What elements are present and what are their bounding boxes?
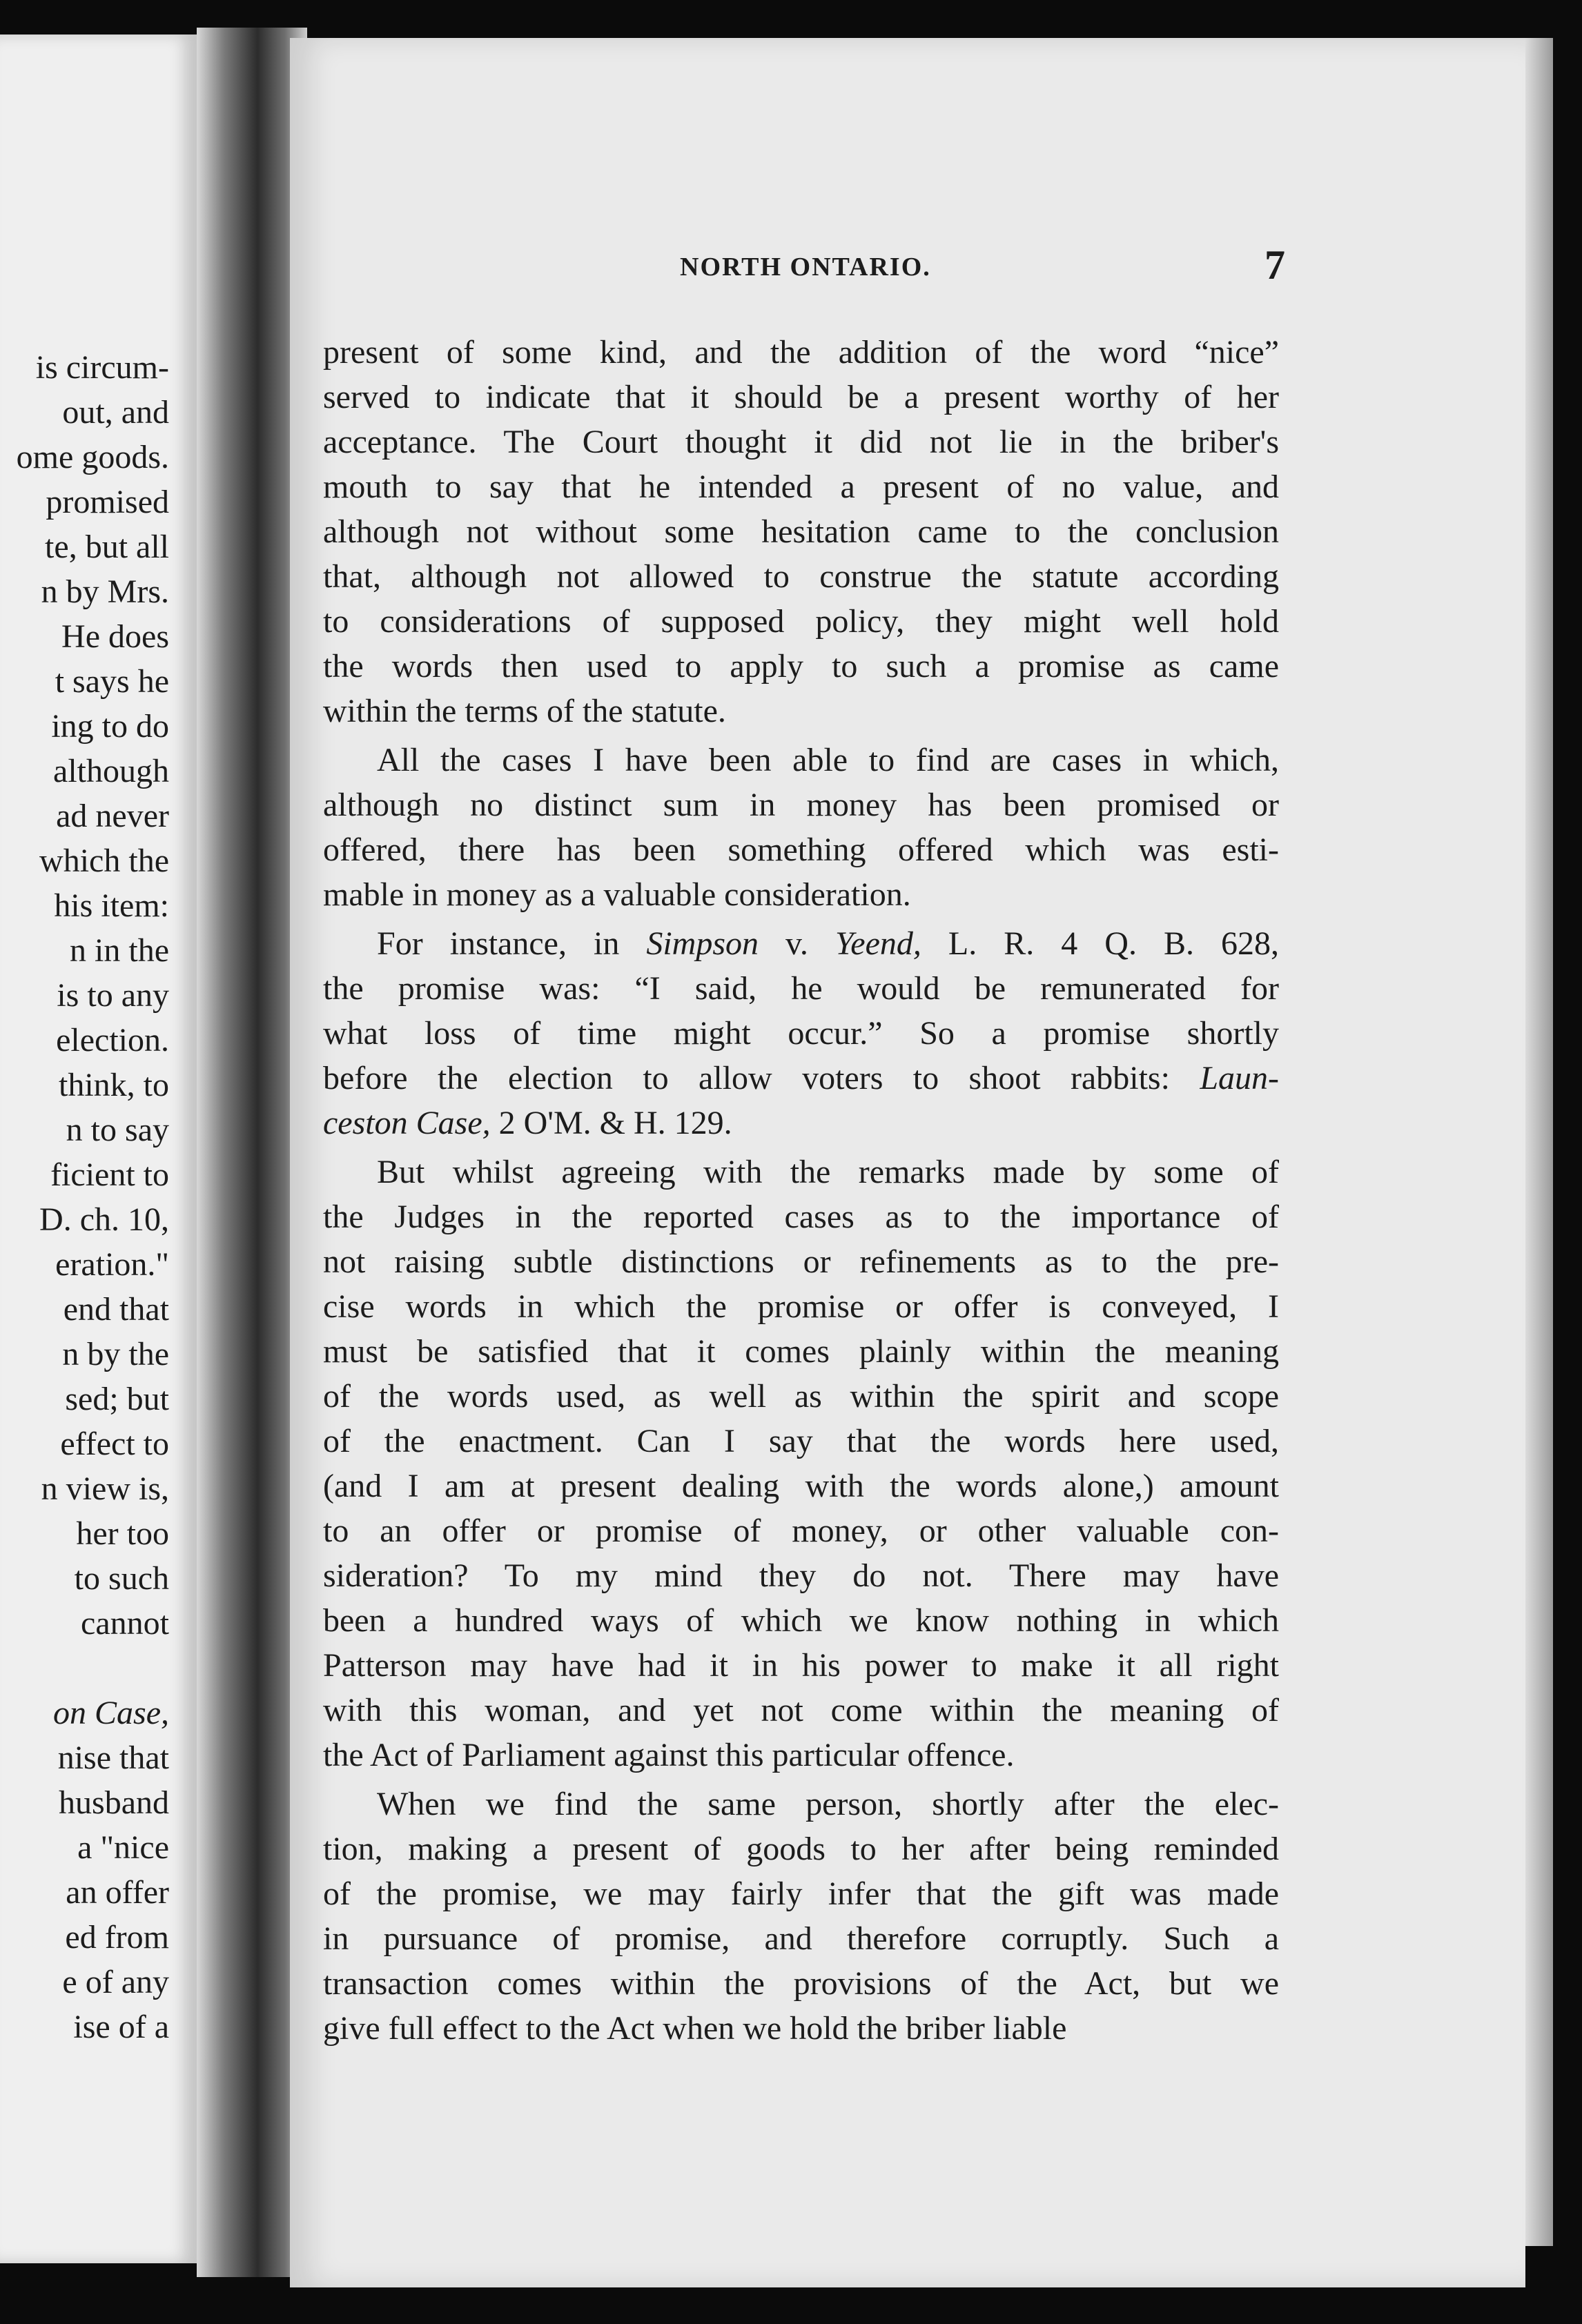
previous-page-line xyxy=(17,1646,169,1691)
text-line: give full effect to the Act when we hold the briber liable xyxy=(323,2010,1067,2047)
paragraph xyxy=(323,330,1279,733)
previous-page-line: ise of a xyxy=(73,2009,169,2045)
text-line: mouth to say that he intended a present of no value, and xyxy=(323,469,1279,505)
text-line: For instance, in Simpson v. Yeend, L. R. 4 Q. B. 628, xyxy=(377,925,1280,962)
previous-page-line: a "nice xyxy=(77,1829,169,1866)
previous-page-line: t says he xyxy=(55,663,169,700)
text-line: sideration? To my mind they do not. There may have xyxy=(323,1557,1279,1594)
paragraph xyxy=(323,1782,1279,2051)
previous-page-line: n by the xyxy=(62,1336,169,1372)
previous-page-line: ficient to xyxy=(50,1156,169,1193)
previous-page-line: is circum- xyxy=(35,349,169,386)
previous-page-line: n by Mrs. xyxy=(41,573,169,610)
previous-page-line: although xyxy=(53,753,169,789)
text-line: with this woman, and yet not come within the meaning of xyxy=(323,1692,1279,1729)
text-line: been a hundred ways of which we know nothing in which xyxy=(323,1602,1279,1639)
text-line: although no distinct sum in money has been promised or xyxy=(323,787,1279,823)
text-line: of the words used, as well as within the spirit and scope xyxy=(323,1378,1279,1415)
previous-page-line: end that xyxy=(63,1291,169,1328)
text-line: ceston Case, 2 O'M. & H. 129. xyxy=(323,1105,732,1141)
text-line: present of some kind, and the addition of the word “nice” xyxy=(323,334,1279,371)
previous-page-line: an offer xyxy=(66,1874,169,1911)
previous-page-line: ing to do xyxy=(51,708,169,745)
previous-page-line: ome goods. xyxy=(16,439,169,475)
text-line: before the election to allow voters to shoot rabbits: Laun- xyxy=(323,1060,1279,1096)
body-text xyxy=(323,330,1279,2055)
text-line: must be satisfied that it comes plainly within the meaning xyxy=(323,1333,1279,1370)
previous-page xyxy=(0,35,197,2263)
text-line: mable in money as a valuable consideration. xyxy=(323,876,911,913)
text-line: to an offer or promise of money, or other valuable con- xyxy=(323,1513,1279,1549)
text-line: to considerations of supposed policy, they might well hold xyxy=(323,603,1279,640)
previous-page-line: n in the xyxy=(70,932,169,969)
previous-page-line: sed; but xyxy=(65,1381,169,1417)
text-line: the words then used to apply to such a promise as came xyxy=(323,648,1279,685)
text-line: the promise was: “I said, he would be remunerated for xyxy=(323,970,1279,1007)
previous-page-line: ad never xyxy=(56,798,169,834)
paragraph xyxy=(323,921,1279,1145)
paragraph xyxy=(323,738,1279,917)
running-head: NORTH ONTARIO. xyxy=(680,253,931,282)
paragraph xyxy=(323,1150,1279,1778)
page-edge xyxy=(1525,38,1553,2246)
previous-page-line: D. ch. 10, xyxy=(39,1201,169,1238)
previous-page-line: to such xyxy=(74,1560,169,1597)
previous-page-line: on Case, xyxy=(53,1695,169,1731)
previous-page-line: election. xyxy=(56,1022,169,1058)
previous-page-line: think, to xyxy=(58,1067,169,1103)
text-line: served to indicate that it should be a present worthy of her xyxy=(323,379,1279,415)
previous-page-line: ed from xyxy=(65,1919,169,1956)
previous-page-line: her too xyxy=(76,1515,169,1552)
previous-page-line: n to say xyxy=(66,1112,169,1148)
text-line: When we find the same person, shortly after the elec- xyxy=(377,1786,1279,1822)
previous-page-line: effect to xyxy=(60,1426,169,1462)
previous-page-line: out, and xyxy=(62,394,169,431)
text-line: although not without some hesitation came to the conclusion xyxy=(323,513,1279,550)
text-line: But whilst agreeing with the remarks made by some of xyxy=(377,1154,1279,1190)
previous-page-line: husband xyxy=(59,1784,169,1821)
previous-page-line: his item: xyxy=(54,887,169,924)
text-line: All the cases I have been able to find are cases in which, xyxy=(377,742,1279,778)
text-line: in pursuance of promise, and therefore corruptly. Such a xyxy=(323,1920,1279,1957)
text-line: of the promise, we may fairly infer that the gift was made xyxy=(323,1875,1279,1912)
previous-page-line: n view is, xyxy=(41,1470,169,1507)
text-line: (and I am at present dealing with the words alone,) amount xyxy=(323,1468,1279,1504)
text-line: that, although not allowed to construe the statute according xyxy=(323,558,1279,595)
previous-page-line: He does xyxy=(61,618,169,655)
text-line: what loss of time might occur.” So a promise shortly xyxy=(323,1015,1279,1052)
text-line: transaction comes within the provisions of the Act, but we xyxy=(323,1965,1279,2002)
text-line: within the terms of the statute. xyxy=(323,693,726,729)
text-line: offered, there has been something offered which was esti- xyxy=(323,831,1279,868)
text-line: cise words in which the promise or offer is conveyed, I xyxy=(323,1288,1279,1325)
previous-page-line: te, but all xyxy=(45,529,169,565)
previous-page-text xyxy=(17,345,169,2049)
text-line: the Act of Parliament against this particular offence. xyxy=(323,1737,1015,1773)
text-line: of the enactment. Can I say that the words here used, xyxy=(323,1423,1279,1459)
previous-page-line: eration." xyxy=(55,1246,169,1283)
text-line: acceptance. The Court thought it did not lie in the briber's xyxy=(323,424,1279,460)
previous-page-line: promised xyxy=(46,484,169,520)
previous-page-line: is to any xyxy=(57,977,169,1014)
text-line: tion, making a present of goods to her after being reminded xyxy=(323,1831,1279,1867)
previous-page-line: cannot xyxy=(81,1605,169,1642)
previous-page-line: e of any xyxy=(62,1964,169,2000)
text-line: not raising subtle distinctions or refinements as to the pre- xyxy=(323,1243,1279,1280)
page-number: 7 xyxy=(1264,242,1285,288)
previous-page-line: which the xyxy=(39,843,169,879)
text-line: the Judges in the reported cases as to the importance of xyxy=(323,1199,1279,1235)
previous-page-line: nise that xyxy=(57,1740,169,1776)
text-line: Patterson may have had it in his power to make it all right xyxy=(323,1647,1279,1684)
